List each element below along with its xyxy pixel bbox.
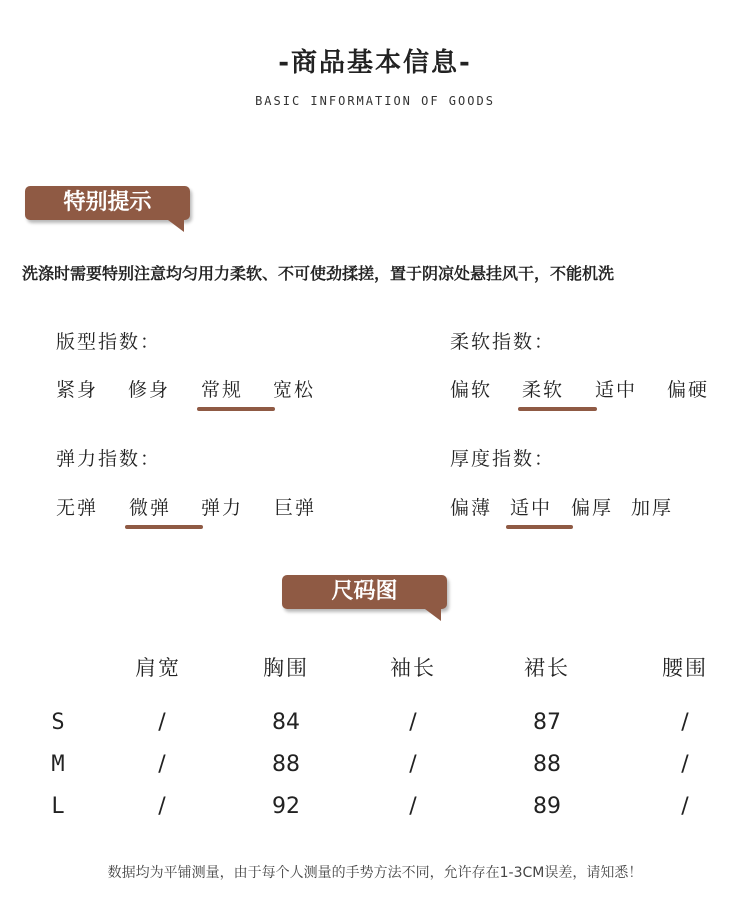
- table-cell: 88: [272, 752, 300, 777]
- size-name: M: [51, 752, 65, 777]
- size-chart-tag-tail: [425, 609, 441, 621]
- table-cell: /: [409, 794, 417, 819]
- softness-option: 适中: [595, 379, 638, 401]
- table-cell: /: [158, 710, 166, 735]
- thickness-option: 加厚: [631, 497, 674, 519]
- softness-index-label: 柔软指数：: [450, 331, 556, 353]
- table-cell: 87: [533, 710, 561, 735]
- fit-option: 修身: [128, 379, 171, 401]
- fit-option: 常规: [201, 375, 273, 402]
- size-name: L: [51, 794, 65, 819]
- size-table-header: [0, 652, 750, 710]
- table-cell: /: [681, 794, 689, 819]
- softness-option: 偏硬: [667, 379, 710, 401]
- table-cell: 84: [272, 710, 300, 735]
- fit-option: 紧身: [56, 379, 99, 401]
- softness-option: 柔软: [522, 375, 595, 402]
- page-subtitle: BASIC INFORMATION OF GOODS: [255, 94, 495, 108]
- table-cell: /: [409, 752, 417, 777]
- special-notice-tag-label: 特别提示: [63, 190, 152, 215]
- column-header: 袖长: [390, 656, 436, 680]
- table-cell: 92: [272, 794, 300, 819]
- table-cell: /: [158, 752, 166, 777]
- thickness-option: 偏厚: [571, 497, 614, 519]
- elasticity-index-options: [56, 493, 346, 520]
- thickness-index-options: [450, 493, 691, 520]
- table-cell: 88: [533, 752, 561, 777]
- fit-option: 宽松: [273, 379, 316, 401]
- table-cell: /: [681, 752, 689, 777]
- table-cell: /: [409, 710, 417, 735]
- column-header: 腰围: [662, 656, 708, 680]
- elasticity-option: 弹力: [201, 497, 244, 519]
- table-row: [0, 752, 750, 794]
- special-notice-tag-tail: [168, 220, 184, 232]
- table-cell: /: [158, 794, 166, 819]
- table-cell: /: [681, 710, 689, 735]
- elasticity-index-label: 弹力指数：: [56, 448, 162, 470]
- thickness-option: 适中: [510, 493, 571, 520]
- softness-option: 偏软: [450, 379, 493, 401]
- table-cell: 89: [533, 794, 561, 819]
- table-row: [0, 710, 750, 752]
- special-notice-text: 洗涤时需要特别注意均匀用力柔软、不可使劲揉搓，置于阴凉处悬挂风干，不能机洗: [22, 264, 615, 283]
- thickness-option: 偏薄: [450, 497, 493, 519]
- elasticity-option: 无弹: [56, 497, 99, 519]
- size-name: S: [51, 710, 65, 735]
- fit-index-options: [56, 375, 345, 402]
- softness-index-options: [450, 375, 739, 402]
- column-header: 肩宽: [135, 656, 181, 680]
- column-header: 裙长: [524, 656, 570, 680]
- elasticity-option: 巨弹: [274, 497, 317, 519]
- table-row: [0, 794, 750, 836]
- size-chart-tag: [282, 575, 447, 609]
- special-notice-tag: [25, 186, 190, 220]
- thickness-index-label: 厚度指数：: [450, 448, 556, 470]
- fit-index-label: 版型指数：: [56, 331, 162, 353]
- elasticity-option: 微弹: [129, 493, 201, 520]
- column-header: 胸围: [263, 656, 309, 680]
- measurement-note: 数据均为平铺测量，由于每个人测量的手势方法不同，允许存在1-3CM误差，请知悉！: [107, 865, 643, 881]
- page-title: -商品基本信息-: [278, 48, 472, 78]
- size-table: [0, 652, 750, 836]
- size-chart-tag-label: 尺码图: [331, 579, 398, 604]
